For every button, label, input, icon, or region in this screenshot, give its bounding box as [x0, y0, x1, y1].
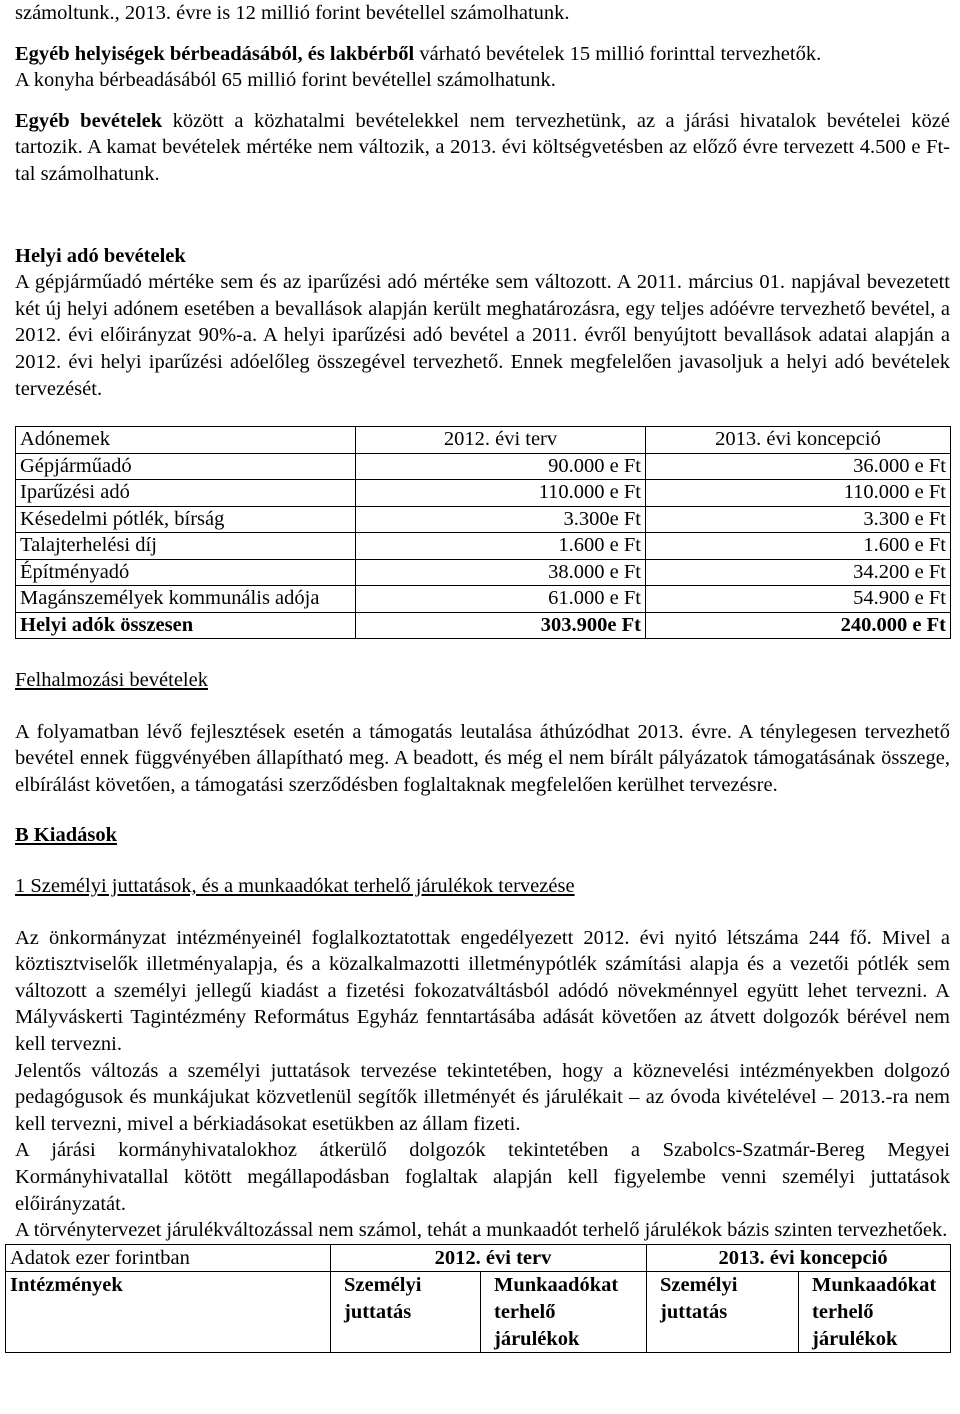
- personnel-table-header: [6, 1244, 951, 1272]
- tax-2013: 54.900 e Ft: [646, 586, 951, 613]
- law-paragraph: A törvénytervezet járulékváltozással nem számol, tehát a munkaadót terhelő járulékok bázis szinten tervezhetőek.: [15, 1219, 948, 1242]
- col-contrib-2012: Munkaadókat terhelő járulékok: [481, 1272, 647, 1353]
- tax-header-2013: 2013. évi koncepció: [646, 427, 951, 454]
- local-tax-table: [15, 426, 951, 639]
- district-paragraph: A járási kormányhivatalokhoz átkerülő dolgozók tekintetében a Szabolcs-Szatmár-Bereg Megyei Kormányhivatallal kötött megállapodásban foglaltak alapján kell figyelembe venni személyi juttatások előirányzatát.: [15, 1139, 950, 1215]
- tax-2012: 61.000 e Ft: [356, 586, 646, 613]
- tax-header-2012: 2012. évi terv: [356, 427, 646, 454]
- rent-bold-phrase: Egyéb helyiségek bérbeadásából, és lakbérből: [15, 42, 415, 65]
- tax-2013: 1.600 e Ft: [646, 533, 951, 560]
- tax-name: Késedelmi pótlék, bírság: [16, 506, 356, 533]
- col-pay-2013: Személyi juttatás: [647, 1272, 799, 1353]
- tax-total-row: [16, 612, 951, 639]
- table-row: [16, 559, 951, 586]
- change-paragraph: Jelentős változás a személyi juttatások tervezése tekintetében, hogy a köznevelési intézményekben dolgozó pedagógusok és munkájukat közvetlenül segítők illetményét és járulékait – az óvoda kivételével – 2013.-ra nem kell tervezni, mivel a bérkiadásokat esetükben az állam fizeti.: [15, 1059, 950, 1135]
- header-2013: 2013. évi koncepció: [647, 1244, 951, 1272]
- expenses-heading: B Kiadások: [15, 823, 117, 846]
- personnel-heading: 1 Személyi juttatások, és a munkaadókat terhelő járulékok tervezése: [15, 875, 575, 898]
- other-revenue-bold-phrase: Egyéb bevételek: [15, 109, 163, 132]
- unit-label: Adatok ezer forintban: [6, 1244, 331, 1272]
- local-tax-heading: Helyi adó bevételek: [15, 244, 186, 267]
- table-row: [16, 453, 951, 480]
- capital-revenue-heading: Felhalmozási bevételek: [15, 669, 208, 692]
- personnel-table: [5, 1244, 951, 1353]
- rent-rest: várható bevételek 15 millió forinttal tervezhetők.: [414, 42, 822, 65]
- staff-paragraph: Az önkormányzat intézményeinél foglalkoztatottak engedélyezett 2012. évi nyitó létszáma 244 fő. Mivel a köztisztviselők illetményalapja, és a közalkalmazotti illetménypótlék számítási alapja és a vezetői pótlék sem változott a személyi jellegű kiadást a fizetési fokozatváltásból adódó növekménnyel együtt lehet tervezni. A Mályváskerti Tagintézmény Református Egyház fenntartásába adását követően az átvett dolgozók bérével nem kell tervezni.: [15, 926, 950, 1056]
- tax-name: Iparűzési adó: [16, 480, 356, 507]
- table-row: [16, 480, 951, 507]
- table-row: [16, 533, 951, 560]
- tax-total-2012: 303.900e Ft: [356, 612, 646, 639]
- tax-2013: 110.000 e Ft: [646, 480, 951, 507]
- tax-2012: 1.600 e Ft: [356, 533, 646, 560]
- tax-2012: 110.000 e Ft: [356, 480, 646, 507]
- other-revenue-paragraph: [15, 108, 950, 188]
- tax-2013: 34.200 e Ft: [646, 559, 951, 586]
- table-row: [16, 506, 951, 533]
- col-contrib-2013: Munkaadókat terhelő járulékok: [799, 1272, 951, 1353]
- table-row: [16, 586, 951, 613]
- tax-total-2013: 240.000 e Ft: [646, 612, 951, 639]
- kitchen-paragraph: A konyha bérbeadásából 65 millió forint bevétellel számolhatunk.: [15, 69, 556, 92]
- tax-2012: 90.000 e Ft: [356, 453, 646, 480]
- tax-name: Talajterhelési díj: [16, 533, 356, 560]
- document-page: [10, 0, 950, 1353]
- header-2012: 2012. évi terv: [331, 1244, 647, 1272]
- rent-paragraph: [15, 41, 950, 68]
- tax-header-type: Adónemek: [16, 427, 356, 454]
- tax-table-header: [16, 427, 951, 454]
- tax-total-label: Helyi adók összesen: [16, 612, 356, 639]
- col-pay-2012: Személyi juttatás: [331, 1272, 481, 1353]
- tax-name: Építményadó: [16, 559, 356, 586]
- tax-2013: 3.300 e Ft: [646, 506, 951, 533]
- tax-2013: 36.000 e Ft: [646, 453, 951, 480]
- tax-name: Gépjárműadó: [16, 453, 356, 480]
- local-tax-paragraph: A gépjárműadó mértéke sem és az iparűzési adó mértéke sem változott. A 2011. március 01. napjával bevezetett két új helyi adónem esetében a bevallások alapján került meghatározásra, egy teljes adóévre tervezhető bevétel, a 2012. évi előirányzat 90%-a. A helyi iparűzési adó bevétel a 2011. évről benyújtott bevallások adatai alapján a 2012. évi helyi iparűzési adóelőleg összegével tervezhető. Ennek megfelelően javasoljuk a helyi adó bevételek tervezését.: [15, 271, 950, 400]
- col-institutions: Intézmények: [6, 1272, 331, 1353]
- other-revenue-rest: között a közhatalmi bevételekkel nem tervezhetünk, az a járási hivatalok bevételei közé tartozik. A kamat bevételek mértéke nem változik, a 2013. évi költségvetésben az előző évre tervezett 4.500 e Ft-tal számolhatunk.: [15, 109, 950, 185]
- tax-2012: 3.300e Ft: [356, 506, 646, 533]
- capital-revenue-paragraph: A folyamatban lévő fejlesztések esetén a támogatás leutalása áthúzódhat 2013. évre. A ténylegesen tervezhető bevétel ennek függvényében állapítható meg. A beadott, és még el nem bírált pályázatok támogatásának összege, elbírálást követően, a támogatási szerződésben foglaltaknak megfelelően kerülhet tervezésre.: [15, 720, 950, 796]
- intro-paragraph: számoltunk., 2013. évre is 12 millió forint bevétellel számolhatunk.: [15, 2, 570, 24]
- tax-name: Magánszemélyek kommunális adója: [16, 586, 356, 613]
- personnel-table-subheader: [6, 1272, 951, 1353]
- tax-2012: 38.000 e Ft: [356, 559, 646, 586]
